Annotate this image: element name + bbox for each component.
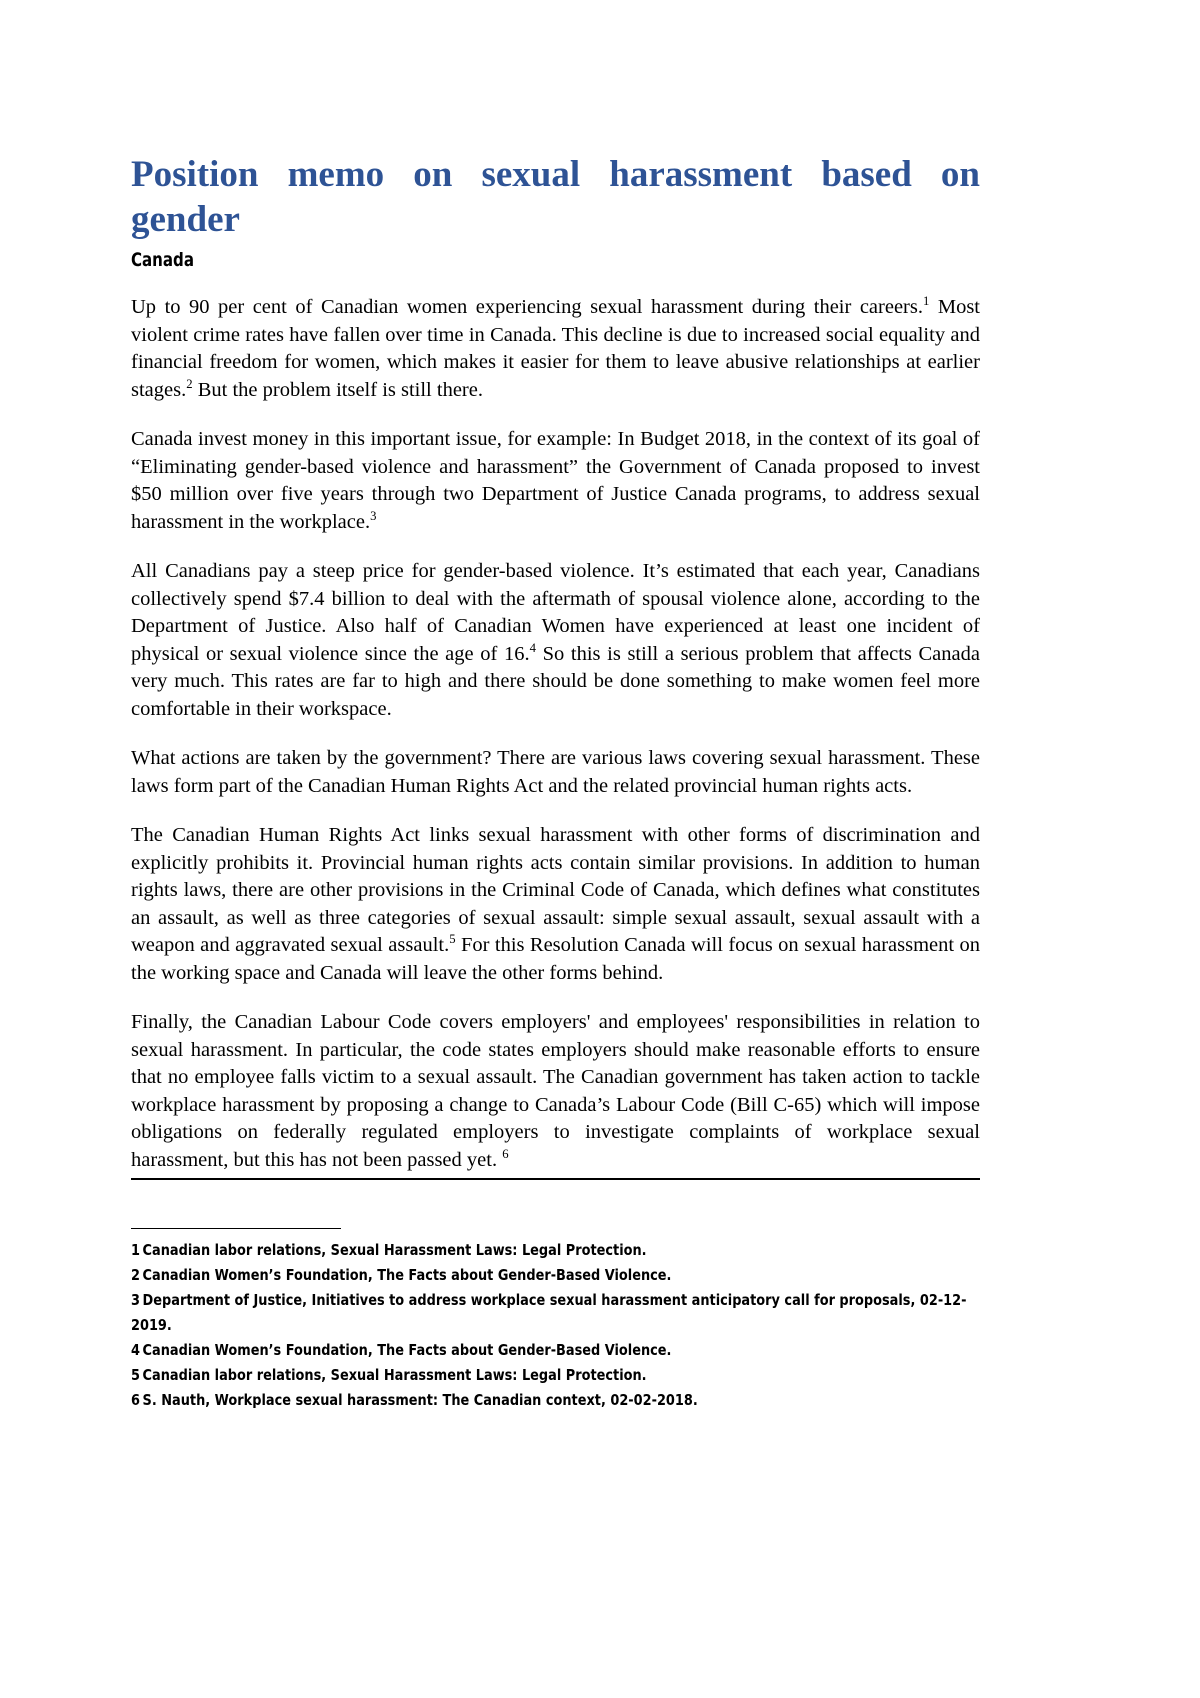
paragraph-2 [131, 426, 980, 536]
footnote-separator-rule [131, 1228, 341, 1229]
paragraph-5 [131, 822, 980, 987]
footnote-text: Canadian Women’s Foundation, The Facts about Gender-Based Violence. [142, 1266, 672, 1284]
paragraph-2-text-a: Canada invest money in this important issue, for example: In Budget 2018, in the context of its goal of “Eliminating gender-based violence and harassment” the Government of Canada proposed to invest $50 million over five years through two Department of Justice Canada programs, to address sexual harassment in the workplace. [131, 428, 980, 533]
footnote-text: Canadian labor relations, Sexual Harassment Laws: Legal Protection. [142, 1366, 647, 1384]
document-content [131, 0, 980, 1413]
paragraph-3 [131, 558, 980, 723]
body-bottom-rule [131, 1178, 980, 1180]
footnote-ref-2[interactable]: 2 [186, 376, 193, 391]
footnote-item [131, 1263, 978, 1288]
footnote-number: 1 [131, 1241, 140, 1259]
footnote-number: 4 [131, 1341, 140, 1359]
footnote-text: Canadian Women’s Foundation, The Facts about Gender-Based Violence. [142, 1341, 672, 1359]
footnote-text: S. Nauth, Workplace sexual harassment: The Canadian context, 02-02-2018. [142, 1391, 698, 1409]
page-title-line-1: Position memo on sexual harassment based on [131, 154, 980, 195]
footnote-ref-1[interactable]: 1 [922, 294, 930, 309]
footnote-text: Canadian labor relations, Sexual Harassment Laws: Legal Protection. [142, 1241, 647, 1259]
paragraph-4-text-a: What actions are taken by the government? There are various laws covering sexual harassment. These laws form part of the Canadian Human Rights Act and the related provincial human rights acts. [131, 747, 980, 797]
paragraph-1 [131, 294, 980, 404]
footnote-text: Department of Justice, Initiatives to address workplace sexual harassment anticipatory call for proposals, 02-12-2019. [131, 1291, 967, 1334]
paragraph-6 [131, 1009, 980, 1174]
footnote-number: 6 [131, 1391, 140, 1409]
footnote-ref-6[interactable]: 6 [502, 1146, 509, 1161]
footnote-number: 3 [131, 1291, 140, 1309]
body-text [131, 294, 980, 1174]
footnote-ref-5[interactable]: 5 [449, 932, 456, 947]
page-title [131, 0, 980, 242]
footnote-list [131, 1238, 980, 1413]
footnote-ref-3[interactable]: 3 [370, 508, 377, 523]
paragraph-4 [131, 745, 980, 800]
page-subtitle: Canada [131, 249, 194, 271]
footnote-item [131, 1388, 978, 1413]
paragraph-1-text-c: But the problem itself is still there. [192, 378, 483, 401]
footnote-item [131, 1338, 978, 1363]
footnote-number: 5 [131, 1366, 140, 1384]
paragraph-5-text-a: The Canadian Human Rights Act links sexual harassment with other forms of discrimination and explicitly prohibits it. Provincial human rights acts contain similar provisions. In addition to human rights laws, there are other provisions in the Criminal Code of Canada, which defines what constitutes an assault, as well as three categories of sexual assault: simple sexual assault, sexual assault with a weapon and aggravated sexual assault. [131, 824, 980, 956]
paragraph-3-text-b: So this is still a serious problem that affects Canada very much. This rates are far to high and there should be done something to make women feel more comfortable in their workspace. [131, 642, 980, 720]
paragraph-1-text-a: Up to 90 per cent of Canadian women experiencing sexual harassment during their careers. [131, 296, 923, 318]
footnote-ref-4[interactable]: 4 [529, 640, 536, 655]
footnote-item [131, 1363, 978, 1388]
footnote-item [131, 1238, 978, 1263]
footnote-number: 2 [131, 1266, 140, 1284]
footnote-item [131, 1288, 978, 1338]
paragraph-1-text-b: Most violent crime rates have fallen over time in Canada. This decline is due to increased social equality and financial freedom for women, which makes it easier for them to leave abusive relationships at earlier stages. [131, 296, 981, 401]
paragraph-6-text-a: Finally, the Canadian Labour Code covers employers' and employees' responsibilities in relation to sexual harassment. In particular, the code states employers should make reasonable efforts to ensure that no employee falls victim to a sexual assault. The Canadian government has taken action to tackle workplace harassment by proposing a change to Canada’s Labour Code (Bill C-65) which will impose obligations on federally regulated employers to investigate complaints of workplace sexual harassment, but this has not been passed yet. [131, 1011, 980, 1171]
footnotes-section [131, 1228, 980, 1413]
page-title-line-2: gender [131, 199, 240, 240]
paragraph-5-text-b: For this Resolution Canada will focus on sexual harassment on the working space and Canada will leave the other forms behind. [131, 934, 980, 984]
paragraph-3-text-a: All Canadians pay a steep price for gender-based violence. It’s estimated that each year, Canadians collectively spend $7.4 billion to deal with the aftermath of spousal violence alone, according to the Department of Justice. Also half of Canadian Women have experienced at least one incident of physical or sexual violence since the age of 16. [131, 560, 980, 665]
